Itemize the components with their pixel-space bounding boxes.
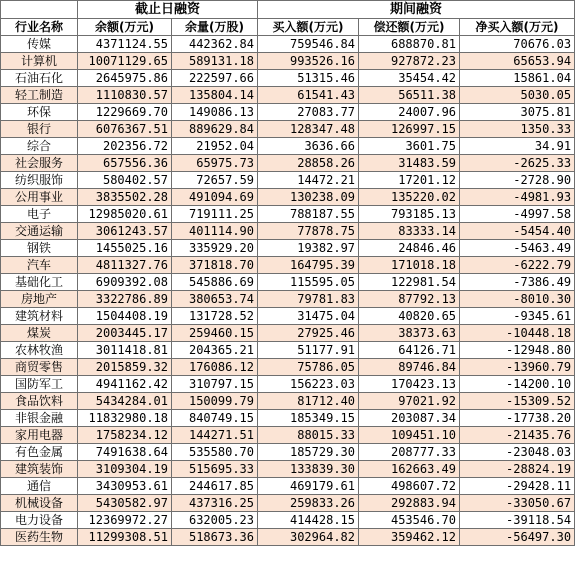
industry-cell: 商贸零售	[1, 359, 78, 376]
balance-cell: 3835502.28	[78, 189, 172, 206]
balance-cell: 1229669.70	[78, 104, 172, 121]
balance-cell: 3322786.89	[78, 291, 172, 308]
repay-cell: 793185.13	[359, 206, 460, 223]
table-row	[1, 529, 575, 546]
volume-cell: 72657.59	[172, 172, 258, 189]
industry-cell: 电子	[1, 206, 78, 223]
balance-cell: 4811327.76	[78, 257, 172, 274]
column-header-buy: 买入额(万元)	[258, 19, 359, 36]
table-row	[1, 274, 575, 291]
industry-cell: 机械设备	[1, 495, 78, 512]
net-buy-cell: -9345.61	[460, 308, 575, 325]
repay-cell: 35454.42	[359, 70, 460, 87]
repay-cell: 3601.75	[359, 138, 460, 155]
volume-cell: 515695.33	[172, 461, 258, 478]
table-row	[1, 376, 575, 393]
volume-cell: 889629.84	[172, 121, 258, 138]
table-row	[1, 512, 575, 529]
group-header-period: 期间融资	[258, 1, 575, 19]
table-row	[1, 172, 575, 189]
net-buy-cell: 70676.03	[460, 36, 575, 53]
table-row	[1, 104, 575, 121]
net-buy-cell: -7386.49	[460, 274, 575, 291]
balance-cell: 5430582.97	[78, 495, 172, 512]
industry-cell: 银行	[1, 121, 78, 138]
repay-cell: 109451.10	[359, 427, 460, 444]
repay-cell: 24007.96	[359, 104, 460, 121]
buy-cell: 27083.77	[258, 104, 359, 121]
balance-cell: 12369972.27	[78, 512, 172, 529]
table-row	[1, 138, 575, 155]
repay-cell: 203087.34	[359, 410, 460, 427]
net-buy-cell: -5463.49	[460, 240, 575, 257]
net-buy-cell: -13960.79	[460, 359, 575, 376]
net-buy-cell: 15861.04	[460, 70, 575, 87]
column-header-industry: 行业名称	[1, 19, 78, 36]
repay-cell: 498607.72	[359, 478, 460, 495]
industry-cell: 食品饮料	[1, 393, 78, 410]
net-buy-cell: -8010.30	[460, 291, 575, 308]
repay-cell: 170423.13	[359, 376, 460, 393]
balance-cell: 1504408.19	[78, 308, 172, 325]
buy-cell: 185729.30	[258, 444, 359, 461]
volume-cell: 335929.20	[172, 240, 258, 257]
net-buy-cell: -10448.18	[460, 325, 575, 342]
net-buy-cell: -5454.40	[460, 223, 575, 240]
repay-cell: 97021.92	[359, 393, 460, 410]
balance-cell: 3061243.57	[78, 223, 172, 240]
group-header-closing: 截止日融资	[78, 1, 258, 19]
net-buy-cell: -39118.54	[460, 512, 575, 529]
net-buy-cell: -17738.20	[460, 410, 575, 427]
net-buy-cell: 3075.81	[460, 104, 575, 121]
buy-cell: 128347.48	[258, 121, 359, 138]
balance-cell: 202356.72	[78, 138, 172, 155]
net-buy-cell: -33050.67	[460, 495, 575, 512]
volume-cell: 135804.14	[172, 87, 258, 104]
buy-cell: 81712.40	[258, 393, 359, 410]
repay-cell: 208777.33	[359, 444, 460, 461]
net-buy-cell: 5030.05	[460, 87, 575, 104]
buy-cell: 414428.15	[258, 512, 359, 529]
buy-cell: 28858.26	[258, 155, 359, 172]
repay-cell: 126997.15	[359, 121, 460, 138]
industry-cell: 建筑材料	[1, 308, 78, 325]
volume-cell: 840749.15	[172, 410, 258, 427]
volume-cell: 401114.90	[172, 223, 258, 240]
buy-cell: 164795.39	[258, 257, 359, 274]
balance-cell: 6076367.51	[78, 121, 172, 138]
table-row	[1, 206, 575, 223]
buy-cell: 14472.21	[258, 172, 359, 189]
balance-cell: 3011418.81	[78, 342, 172, 359]
volume-cell: 310797.15	[172, 376, 258, 393]
volume-cell: 518673.36	[172, 529, 258, 546]
column-header-balance: 余额(万元)	[78, 19, 172, 36]
balance-cell: 1110830.57	[78, 87, 172, 104]
balance-cell: 11299308.51	[78, 529, 172, 546]
buy-cell: 469179.61	[258, 478, 359, 495]
column-header-volume: 余量(万股)	[172, 19, 258, 36]
buy-cell: 19382.97	[258, 240, 359, 257]
column-header-net-buy: 净买入额(万元)	[460, 19, 575, 36]
table-row	[1, 291, 575, 308]
balance-cell: 2645975.86	[78, 70, 172, 87]
buy-cell: 788187.55	[258, 206, 359, 223]
industry-cell: 石油石化	[1, 70, 78, 87]
table-row	[1, 325, 575, 342]
table-row	[1, 478, 575, 495]
buy-cell: 3636.66	[258, 138, 359, 155]
industry-cell: 汽车	[1, 257, 78, 274]
column-header-repay: 偿还额(万元)	[359, 19, 460, 36]
table-body	[1, 36, 575, 546]
volume-cell: 65975.73	[172, 155, 258, 172]
buy-cell: 61541.43	[258, 87, 359, 104]
table-row	[1, 121, 575, 138]
volume-cell: 150099.79	[172, 393, 258, 410]
repay-cell: 87792.13	[359, 291, 460, 308]
buy-cell: 79781.83	[258, 291, 359, 308]
buy-cell: 259833.26	[258, 495, 359, 512]
industry-cell: 计算机	[1, 53, 78, 70]
buy-cell: 88015.33	[258, 427, 359, 444]
industry-cell: 社会服务	[1, 155, 78, 172]
net-buy-cell: -4997.58	[460, 206, 575, 223]
repay-cell: 64126.71	[359, 342, 460, 359]
volume-cell: 437316.25	[172, 495, 258, 512]
table-row	[1, 53, 575, 70]
industry-cell: 公用事业	[1, 189, 78, 206]
volume-cell: 131728.52	[172, 308, 258, 325]
buy-cell: 156223.03	[258, 376, 359, 393]
table-row	[1, 495, 575, 512]
balance-cell: 2003445.17	[78, 325, 172, 342]
volume-cell: 144271.51	[172, 427, 258, 444]
repay-cell: 31483.59	[359, 155, 460, 172]
balance-cell: 7491638.64	[78, 444, 172, 461]
balance-cell: 1758234.12	[78, 427, 172, 444]
net-buy-cell: -23048.03	[460, 444, 575, 461]
group-header-blank	[1, 1, 78, 19]
balance-cell: 4941162.42	[78, 376, 172, 393]
table-row	[1, 359, 575, 376]
balance-cell: 6909392.08	[78, 274, 172, 291]
balance-cell: 1455025.16	[78, 240, 172, 257]
industry-cell: 环保	[1, 104, 78, 121]
repay-cell: 56511.38	[359, 87, 460, 104]
industry-cell: 交通运输	[1, 223, 78, 240]
repay-cell: 17201.12	[359, 172, 460, 189]
buy-cell: 27925.46	[258, 325, 359, 342]
buy-cell: 130238.09	[258, 189, 359, 206]
buy-cell: 75786.05	[258, 359, 359, 376]
table-row	[1, 342, 575, 359]
table-row	[1, 308, 575, 325]
table-row	[1, 444, 575, 461]
net-buy-cell: 34.91	[460, 138, 575, 155]
balance-cell: 5434284.01	[78, 393, 172, 410]
volume-cell: 589131.18	[172, 53, 258, 70]
balance-cell: 11832980.18	[78, 410, 172, 427]
table-row	[1, 189, 575, 206]
balance-cell: 4371124.55	[78, 36, 172, 53]
repay-cell: 162663.49	[359, 461, 460, 478]
table-row	[1, 36, 575, 53]
net-buy-cell: 65653.94	[460, 53, 575, 70]
buy-cell: 77878.75	[258, 223, 359, 240]
industry-cell: 房地产	[1, 291, 78, 308]
industry-cell: 轻工制造	[1, 87, 78, 104]
repay-cell: 24846.46	[359, 240, 460, 257]
repay-cell: 83333.14	[359, 223, 460, 240]
industry-cell: 农林牧渔	[1, 342, 78, 359]
net-buy-cell: -28824.19	[460, 461, 575, 478]
table-row	[1, 87, 575, 104]
volume-cell: 176086.12	[172, 359, 258, 376]
industry-cell: 建筑装饰	[1, 461, 78, 478]
buy-cell: 51177.91	[258, 342, 359, 359]
net-buy-cell: -15309.52	[460, 393, 575, 410]
balance-cell: 3430953.61	[78, 478, 172, 495]
column-header-row	[1, 19, 575, 36]
industry-cell: 医药生物	[1, 529, 78, 546]
industry-cell: 基础化工	[1, 274, 78, 291]
buy-cell: 993526.16	[258, 53, 359, 70]
repay-cell: 688870.81	[359, 36, 460, 53]
net-buy-cell: -56497.30	[460, 529, 575, 546]
repay-cell: 292883.94	[359, 495, 460, 512]
industry-cell: 钢铁	[1, 240, 78, 257]
volume-cell: 632005.23	[172, 512, 258, 529]
table-row	[1, 257, 575, 274]
industry-cell: 纺织服饰	[1, 172, 78, 189]
volume-cell: 259460.15	[172, 325, 258, 342]
volume-cell: 535580.70	[172, 444, 258, 461]
net-buy-cell: -29428.11	[460, 478, 575, 495]
volume-cell: 442362.84	[172, 36, 258, 53]
buy-cell: 302964.82	[258, 529, 359, 546]
volume-cell: 380653.74	[172, 291, 258, 308]
table-row	[1, 240, 575, 257]
industry-cell: 电力设备	[1, 512, 78, 529]
volume-cell: 545886.69	[172, 274, 258, 291]
net-buy-cell: -2728.90	[460, 172, 575, 189]
industry-cell: 国防军工	[1, 376, 78, 393]
balance-cell: 3109304.19	[78, 461, 172, 478]
repay-cell: 135220.02	[359, 189, 460, 206]
net-buy-cell: -21435.76	[460, 427, 575, 444]
repay-cell: 122981.54	[359, 274, 460, 291]
volume-cell: 204365.21	[172, 342, 258, 359]
buy-cell: 185349.15	[258, 410, 359, 427]
repay-cell: 38373.63	[359, 325, 460, 342]
buy-cell: 51315.46	[258, 70, 359, 87]
balance-cell: 12985020.61	[78, 206, 172, 223]
repay-cell: 40820.65	[359, 308, 460, 325]
volume-cell: 371818.70	[172, 257, 258, 274]
industry-cell: 传媒	[1, 36, 78, 53]
buy-cell: 133839.30	[258, 461, 359, 478]
balance-cell: 580402.57	[78, 172, 172, 189]
repay-cell: 359462.12	[359, 529, 460, 546]
buy-cell: 31475.04	[258, 308, 359, 325]
net-buy-cell: -14200.10	[460, 376, 575, 393]
table-row	[1, 461, 575, 478]
repay-cell: 453546.70	[359, 512, 460, 529]
volume-cell: 244617.85	[172, 478, 258, 495]
volume-cell: 491094.69	[172, 189, 258, 206]
buy-cell: 115595.05	[258, 274, 359, 291]
repay-cell: 171018.18	[359, 257, 460, 274]
table-row	[1, 223, 575, 240]
balance-cell: 657556.36	[78, 155, 172, 172]
balance-cell: 10071129.65	[78, 53, 172, 70]
industry-cell: 家用电器	[1, 427, 78, 444]
volume-cell: 719111.25	[172, 206, 258, 223]
industry-cell: 非银金融	[1, 410, 78, 427]
net-buy-cell: -2625.33	[460, 155, 575, 172]
balance-cell: 2015859.32	[78, 359, 172, 376]
repay-cell: 89746.84	[359, 359, 460, 376]
table-row	[1, 155, 575, 172]
group-header-row	[1, 1, 575, 19]
buy-cell: 759546.84	[258, 36, 359, 53]
net-buy-cell: -4981.93	[460, 189, 575, 206]
table-row	[1, 70, 575, 87]
repay-cell: 927872.23	[359, 53, 460, 70]
table-row	[1, 427, 575, 444]
volume-cell: 149086.13	[172, 104, 258, 121]
net-buy-cell: -12948.80	[460, 342, 575, 359]
volume-cell: 222597.66	[172, 70, 258, 87]
industry-cell: 有色金属	[1, 444, 78, 461]
net-buy-cell: -6222.79	[460, 257, 575, 274]
industry-cell: 通信	[1, 478, 78, 495]
net-buy-cell: 1350.33	[460, 121, 575, 138]
volume-cell: 21952.04	[172, 138, 258, 155]
table-row	[1, 393, 575, 410]
industry-cell: 煤炭	[1, 325, 78, 342]
industry-cell: 综合	[1, 138, 78, 155]
table-row	[1, 410, 575, 427]
